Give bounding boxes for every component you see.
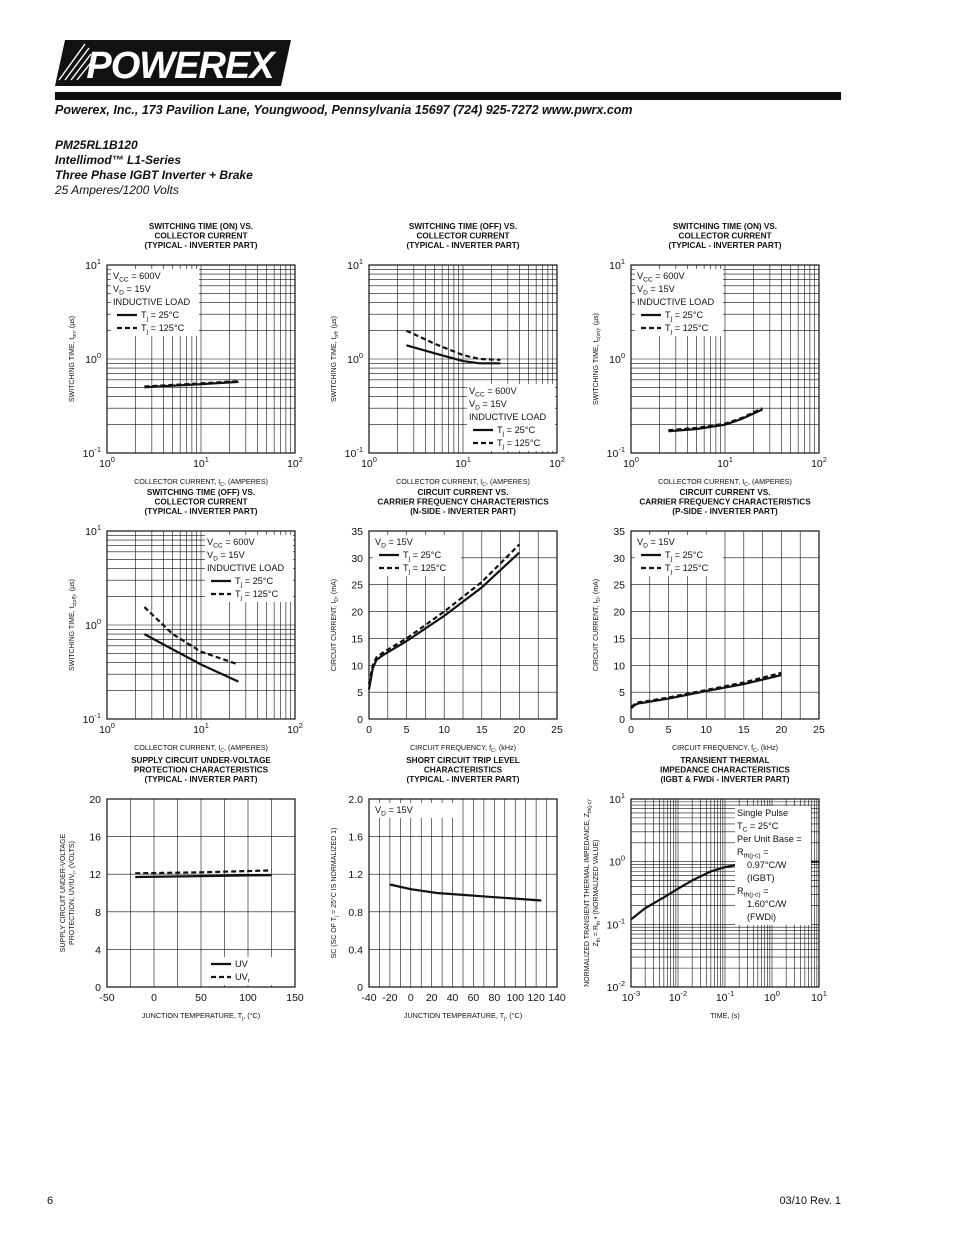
chart-title-line: SWITCHING TIME (ON) VS. [672,222,778,231]
y-tick-label: $10^{-1}$ [344,445,363,460]
y-tick-label: 15 [351,633,363,646]
chart-title-line: CIRCUIT CURRENT VS. [679,488,771,497]
y-tick-label: $10^1$ [609,791,625,806]
legend-text: Single Pulse [737,808,789,818]
grid [369,799,557,987]
x-tick-label: 5 [665,724,672,736]
series-line [406,345,500,363]
x-tick-label: -50 [99,992,115,1004]
x-tick-label: $10^0$ [99,455,115,470]
series-line [390,885,541,901]
y-tick-label: 35 [613,526,625,538]
y-tick-label: 0 [357,982,363,994]
y-tick-label: 4 [95,944,101,957]
chart-title-line: TRANSIENT THERMAL [680,756,770,765]
chart-title-line: COLLECTOR CURRENT [154,231,248,241]
chart-title-line: (P-SIDE - INVERTER PART) [672,507,778,516]
x-tick-label: 100 [239,992,257,1004]
y-tick-label: 20 [351,606,363,619]
legend-series-label: $T_j = 125^\circ C$ [497,438,541,451]
y-tick-label: 5 [619,687,625,700]
y-tick-label: 16 [89,831,101,844]
x-tick-label: 50 [195,992,207,1004]
x-tick-label: 15 [737,724,750,736]
x-axis-label: JUNCTION TEMPERATURE, $T_j$, (°C) [141,1011,261,1023]
x-tick-label: 0 [407,992,414,1004]
brand-wordmark: POWEREX [86,45,274,86]
chart-title-line: COLLECTOR CURRENT [678,231,772,241]
y-tick-label: 0 [95,982,101,994]
y-axis-label: SWITCHING TIME, $t_{c(off)}$, (µs) [69,579,78,671]
chart-title-line: PROTECTION CHARACTERISTICS [133,765,269,775]
legend-series-label: $T_j = 25^\circ C$ [665,310,704,323]
legend-series-label: $UV_r$ [235,972,250,985]
chart-title-line: (TYPICAL - INVERTER PART) [144,775,258,784]
y-tick-label: $10^0$ [85,617,101,632]
x-tick-label: 20 [513,724,526,736]
legend-text: $R_{th(j-c)}$ = [737,847,769,860]
series-line [668,410,762,432]
x-tick-label: 10 [438,724,451,736]
legend-series-label: $T_j = 25^\circ C$ [235,576,274,589]
x-axis-label: COLLECTOR CURRENT, $I_C$, (AMPERES) [134,477,268,489]
x-tick-label: -40 [361,992,377,1004]
chart-title-line: SUPPLY CIRCUIT UNDER-VOLTAGE [131,756,271,765]
x-axis-label: COLLECTOR CURRENT, $I_C$, (AMPERES) [134,743,268,755]
x-tick-label: 0 [151,992,157,1004]
y-tick-label: $10^1$ [347,257,363,272]
y-axis-label: $Z_{th} = R_{th}$ • (NORMALIZED VALUE) [593,839,602,947]
x-tick-label: 120 [527,992,545,1004]
x-tick-label: $10^2$ [287,455,303,470]
page-number: 6 [47,1195,54,1207]
legend-series-label: $T_j = 25^\circ C$ [497,425,536,438]
y-axis-label: SWITCHING TIME, $t_{off}$, (µs) [331,315,340,403]
y-tick-label: 0 [357,714,363,726]
x-tick-label: 150 [286,992,304,1004]
legend-text: INDUCTIVE LOAD [469,412,547,422]
chart-c3 [593,222,827,488]
y-tick-label: $10^1$ [609,257,625,272]
chart-title-line: (TYPICAL - INVERTER PART) [144,241,258,250]
revision: 03/10 Rev. 1 [779,1195,841,1207]
y-tick-label: $10^{-1}$ [82,711,101,726]
x-tick-label: $10^0$ [99,721,115,736]
x-tick-label: $10^1$ [717,455,733,470]
x-axis-label: JUNCTION TEMPERATURE, $T_j$, (°C) [403,1011,523,1023]
x-tick-label: $10^{-3}$ [621,989,641,1004]
legend-text: 1.60°C/W [747,899,787,909]
y-axis-label: CIRCUIT CURRENT, $I_D$, (mA) [331,578,340,672]
legend-text: INDUCTIVE LOAD [113,297,191,307]
legend-text: INDUCTIVE LOAD [207,563,285,573]
y-tick-label: 25 [613,579,625,592]
chart-c8 [330,756,566,1022]
y-axis-label: CIRCUIT CURRENT, $I_D$, (mA) [593,578,602,672]
y-tick-label: 0 [619,714,625,726]
x-tick-label: -20 [382,992,398,1004]
x-tick-label: $10^1$ [811,989,827,1004]
y-tick-label: 20 [613,606,625,619]
chart-title-line: SHORT CIRCUIT TRIP LEVEL [406,756,520,765]
legend-text: $V_D = 15V$ [469,399,507,412]
x-tick-label: 0 [366,724,372,736]
chart-c4 [69,488,303,754]
chart-title-line: (TYPICAL - INVERTER PART) [406,775,520,784]
x-axis-label: CIRCUIT FREQUENCY, $f_C$, (kHz) [671,743,779,755]
legend-text: $R_{th(j-c)}$ = [737,886,769,899]
x-tick-label: 100 [506,992,524,1004]
y-tick-label: 5 [357,687,363,700]
y-tick-label: $10^{-2}$ [606,979,625,994]
chart-c9 [584,756,827,1020]
legend-text: $V_D = 15V$ [375,805,413,818]
product-rating: 25 Amperes/1200 Volts [55,183,179,197]
y-axis-label: SWITCHING TIME, $t_{on}$, (µs) [69,315,78,403]
legend-text: $V_{CC} = 600V$ [113,271,161,284]
legend-text: (IGBT) [747,873,775,883]
y-tick-label: $10^0$ [609,853,625,869]
x-tick-label: $10^1$ [193,455,209,470]
legend-text: $V_D = 15V$ [637,537,675,550]
legend-text: $V_D = 15V$ [207,550,245,563]
legend-series-label: $T_j = 25^\circ C$ [141,310,180,323]
x-tick-label: $10^0$ [764,989,780,1004]
x-tick-label: 140 [548,992,566,1004]
chart-c6 [593,488,825,754]
y-tick-label: 8 [95,906,101,919]
y-axis-label: SC (SC OF $T_j = 25^\circ C$ IS NORMALIZED 1) [331,827,340,959]
legend-series-label: $T_j = 25^\circ C$ [665,550,704,563]
chart-title-line: (IGBT & FWDi - INVERTER PART) [660,775,790,784]
x-tick-label: $10^{-2}$ [668,989,688,1004]
y-tick-label: $10^0$ [347,351,363,366]
legend-series-label: $T_j = 125^\circ C$ [665,563,709,576]
legend-text: (FWDi) [747,912,777,922]
legend-series-label: $T_j = 125^\circ C$ [665,323,709,336]
y-tick-label: $10^1$ [85,257,101,272]
x-axis-label: COLLECTOR CURRENT, $I_C$, (AMPERES) [396,477,530,489]
x-tick-label: $10^2$ [549,455,565,470]
x-tick-label: 0 [628,724,634,736]
y-tick-label: 12 [89,869,101,882]
y-tick-label: $10^0$ [85,351,101,366]
series-line [135,875,271,877]
y-tick-label: 20 [89,794,101,806]
chart-title-line: IMPEDANCE CHARACTERISTICS [660,765,790,775]
chart-c2 [331,222,565,488]
x-axis-label: TIME, (s) [710,1011,740,1020]
y-tick-label: $10^{-1}$ [82,445,101,460]
x-tick-label: 5 [403,724,410,736]
y-tick-label: $10^1$ [85,523,101,538]
y-tick-label: 25 [351,579,363,592]
y-axis-label: SWITCHING TIME, $t_{c(on)}$, (µs) [593,313,602,405]
x-tick-label: $10^2$ [287,721,303,736]
x-tick-label: 80 [488,992,501,1004]
chart-title-line: (TYPICAL - INVERTER PART) [668,241,782,250]
chart-c7 [60,756,304,1022]
y-axis-label: PROTECTION, $UV/UV_r$, (VOLTS) [69,841,78,945]
chart-title-line: CHARACTERISTICS [423,765,503,775]
x-tick-label: $10^{-1}$ [715,989,735,1004]
product-series: Intellimod™ L1-Series [55,153,182,167]
series-line [406,331,500,360]
y-tick-label: 10 [613,660,625,673]
y-axis-label: NORMALIZED TRANSIENT THERMAL IMPEDANCE, $Z_{th(j-c)'}$ [584,799,593,987]
x-tick-label: 25 [551,724,563,736]
chart-c1 [69,222,303,488]
chart-title-line: CARRIER FREQUENCY CHARACTERISTICS [639,497,811,507]
part-number: PM25RL1B120 [55,138,138,152]
chart-title-line: (TYPICAL - INVERTER PART) [144,507,258,516]
legend-text: $T_C = 25^\circ C$ [737,821,779,834]
y-tick-label: 35 [351,526,363,538]
x-tick-label: 60 [467,992,480,1004]
product-description: Three Phase IGBT Inverter + Brake [55,168,253,182]
legend-text: Per Unit Base = [737,834,802,844]
y-tick-label: 1.2 [348,869,363,882]
series-line [144,382,238,387]
y-tick-label: 0.8 [348,906,363,919]
legend-text: $V_D = 15V$ [375,537,413,550]
chart-c5 [331,488,563,754]
legend-series-label: $T_j = 125^\circ C$ [235,589,279,602]
x-tick-label: 10 [700,724,713,736]
x-tick-label: $10^1$ [193,721,209,736]
legend-text: $V_D = 15V$ [637,284,675,297]
legend-series-label: UV [235,959,248,969]
chart-title-line: (N-SIDE - INVERTER PART) [410,507,516,516]
chart-title-line: (TYPICAL - INVERTER PART) [406,241,520,250]
legend-series-label: $T_j = 25^\circ C$ [403,550,442,563]
chart-title-line: CIRCUIT CURRENT VS. [417,488,509,497]
legend-text: INDUCTIVE LOAD [637,297,715,307]
y-tick-label: 15 [613,633,625,646]
x-axis-label: COLLECTOR CURRENT, $I_C$, (AMPERES) [658,477,792,489]
chart-title-line: CARRIER FREQUENCY CHARACTERISTICS [377,497,549,507]
y-tick-label: 1.6 [348,831,363,844]
chart-title-line: COLLECTOR CURRENT [154,497,248,507]
x-tick-label: 20 [775,724,788,736]
chart-title-line: SWITCHING TIME (OFF) VS. [408,222,518,231]
y-tick-label: 0.4 [348,944,363,957]
y-tick-label: $10^{-1}$ [606,445,625,460]
series-line [144,634,238,682]
y-tick-label: 2.0 [348,794,363,806]
y-tick-label: 30 [613,552,625,565]
x-tick-label: 15 [475,724,488,736]
chart-title-line: SWITCHING TIME (OFF) VS. [146,488,256,497]
legend-text: 0.97°C/W [747,860,787,870]
series-line [135,870,271,873]
legend-text: $V_{CC} = 600V$ [207,537,255,550]
x-tick-label: 40 [446,992,459,1004]
x-tick-label: 20 [425,992,438,1004]
y-tick-label: $10^0$ [609,351,625,366]
legend-text: $V_{CC} = 600V$ [469,386,517,399]
legend-series-label: $T_j = 125^\circ C$ [141,323,185,336]
y-axis-label: SUPPLY CIRCUIT UNDER-VOLTAGE [60,833,67,953]
legend-text: $V_D = 15V$ [113,284,151,297]
company-address: Powerex, Inc., 173 Pavilion Lane, Youngwood, Pennsylvania 15697 (724) 925-7272 www.pwrx.com [55,103,633,117]
x-tick-label: $10^0$ [623,455,639,470]
x-axis-label: CIRCUIT FREQUENCY, $f_C$, (kHz) [409,743,517,755]
y-tick-label: $10^{-1}$ [606,916,625,932]
chart-title-line: COLLECTOR CURRENT [416,231,510,241]
legend-text: $V_{CC} = 600V$ [637,271,685,284]
y-tick-label: 30 [351,552,363,565]
series-line [144,607,238,664]
y-tick-label: 10 [351,660,363,673]
x-tick-label: $10^1$ [455,455,471,470]
x-tick-label: $10^0$ [361,455,377,470]
chart-title-line: SWITCHING TIME (ON) VS. [148,222,254,231]
legend-series-label: $T_j = 125^\circ C$ [403,563,447,576]
x-tick-label: $10^2$ [811,455,827,470]
x-tick-label: 25 [813,724,825,736]
